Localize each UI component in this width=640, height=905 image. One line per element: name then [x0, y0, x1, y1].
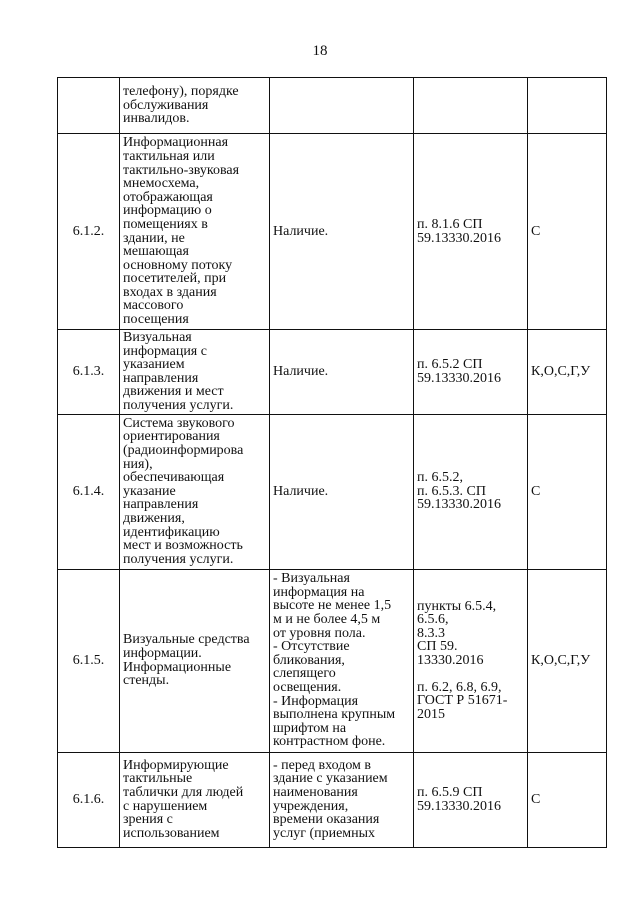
- item-number-cell: [58, 78, 120, 134]
- item-name-cell: [120, 414, 270, 569]
- norm-reference-text: п. 6.5.9 СП 59.13330.2016: [417, 784, 501, 814]
- item-name-cell: [120, 752, 270, 847]
- requirement-cell: [270, 414, 414, 569]
- requirement-cell: [270, 569, 414, 752]
- requirement-cell-text: - Визуальная информация на высоте не менее 1,5 м и не более 4,5 м от уровня пола. - Отсутствие бликования, слепящего освещения. - Информация выполнена крупным шрифтом на контрастном фоне.: [273, 571, 396, 750]
- table-row: [58, 752, 607, 847]
- requirement-cell: [270, 78, 414, 134]
- requirement-cell: [270, 330, 414, 415]
- item-number-cell-text: 6.1.3.: [72, 363, 105, 379]
- norm-reference-text: п. 8.1.6 СП 59.13330.2016: [417, 216, 501, 246]
- item-name-cell-text: Информационная тактильная или тактильно-звуковая мнемосхема, отображающая информацию о помещениях в здании, не мешающая основному потоку посетителей, при входах в здания массового посещения: [123, 135, 240, 328]
- category-cell-text: С: [531, 223, 541, 239]
- norm-reference-cell: [414, 752, 528, 847]
- item-number-cell: [58, 330, 120, 415]
- item-name-cell-text: Система звукового ориентирования (радиоинформирова ния), обеспечивающая указание направления движения, идентификацию мест и возможность получения услуги.: [123, 415, 244, 567]
- table-row: [58, 569, 607, 752]
- category-cell: [528, 752, 607, 847]
- item-number-cell: [58, 569, 120, 752]
- norm-reference-cell: [414, 330, 528, 415]
- item-name-cell: [120, 134, 270, 330]
- requirement-cell: [270, 134, 414, 330]
- norm-reference-text: п. 6.5.2 СП 59.13330.2016: [417, 357, 501, 386]
- item-number-cell: [58, 414, 120, 569]
- table-row: [58, 414, 607, 569]
- table-row: [58, 330, 607, 415]
- category-cell: [528, 78, 607, 134]
- norm-reference-cell: [414, 414, 528, 569]
- category-cell: [528, 569, 607, 752]
- item-number-cell: [58, 752, 120, 847]
- item-number-cell-text: 6.1.4.: [72, 483, 105, 499]
- accessibility-requirements-table: [57, 77, 607, 848]
- norm-reference-cell: [414, 78, 528, 134]
- norm-reference-text: пункты 6.5.4, 6.5.6, 8.3.3 СП 59. 13330.2016: [417, 598, 497, 669]
- requirement-cell-text: Наличие.: [273, 483, 329, 499]
- item-name-cell-text: Визуальные средства информации. Информационные стенды.: [123, 632, 250, 689]
- norm-reference-cell: [414, 569, 528, 752]
- item-name-cell-text: Информирующие тактильные таблички для людей с нарушением зрения с использованием: [123, 757, 244, 841]
- item-number-cell: [58, 134, 120, 330]
- item-name-cell-text: Визуальная информация с указанием направления движения и мест получения услуги.: [123, 330, 234, 413]
- norm-gap: [417, 668, 524, 681]
- requirement-cell-text: Наличие.: [273, 223, 329, 239]
- norm-reference-cell: [414, 134, 528, 330]
- category-cell: [528, 134, 607, 330]
- norm-reference-text: п. 6.5.2, п. 6.5.3. СП 59.13330.2016: [417, 470, 501, 513]
- item-name-cell: [120, 569, 270, 752]
- category-cell-text: С: [531, 791, 541, 807]
- category-cell-text: К,О,С,Г,У: [531, 652, 591, 668]
- requirement-cell-text: - перед входом в здание с указанием наименования учреждения, времени оказания услуг (приемных: [273, 757, 388, 841]
- category-cell-text: К,О,С,Г,У: [531, 363, 591, 379]
- requirement-cell-text: Наличие.: [273, 363, 329, 379]
- item-number-cell-text: 6.1.2.: [72, 223, 105, 239]
- category-cell-text: С: [531, 483, 541, 499]
- requirement-cell: [270, 752, 414, 847]
- table-row: [58, 134, 607, 330]
- norm-reference-text: п. 6.2, 6.8, 6.9, ГОСТ Р 51671- 2015: [417, 679, 508, 722]
- item-name-cell-text: телефону), порядке обслуживания инвалидов.: [123, 84, 239, 127]
- page-number: 18: [312, 43, 328, 59]
- item-number-cell-text: 6.1.5.: [72, 652, 105, 668]
- category-cell: [528, 330, 607, 415]
- item-number-cell-text: 6.1.6.: [72, 791, 105, 807]
- table-row: [58, 78, 607, 134]
- item-name-cell: [120, 78, 270, 134]
- item-name-cell: [120, 330, 270, 415]
- category-cell: [528, 414, 607, 569]
